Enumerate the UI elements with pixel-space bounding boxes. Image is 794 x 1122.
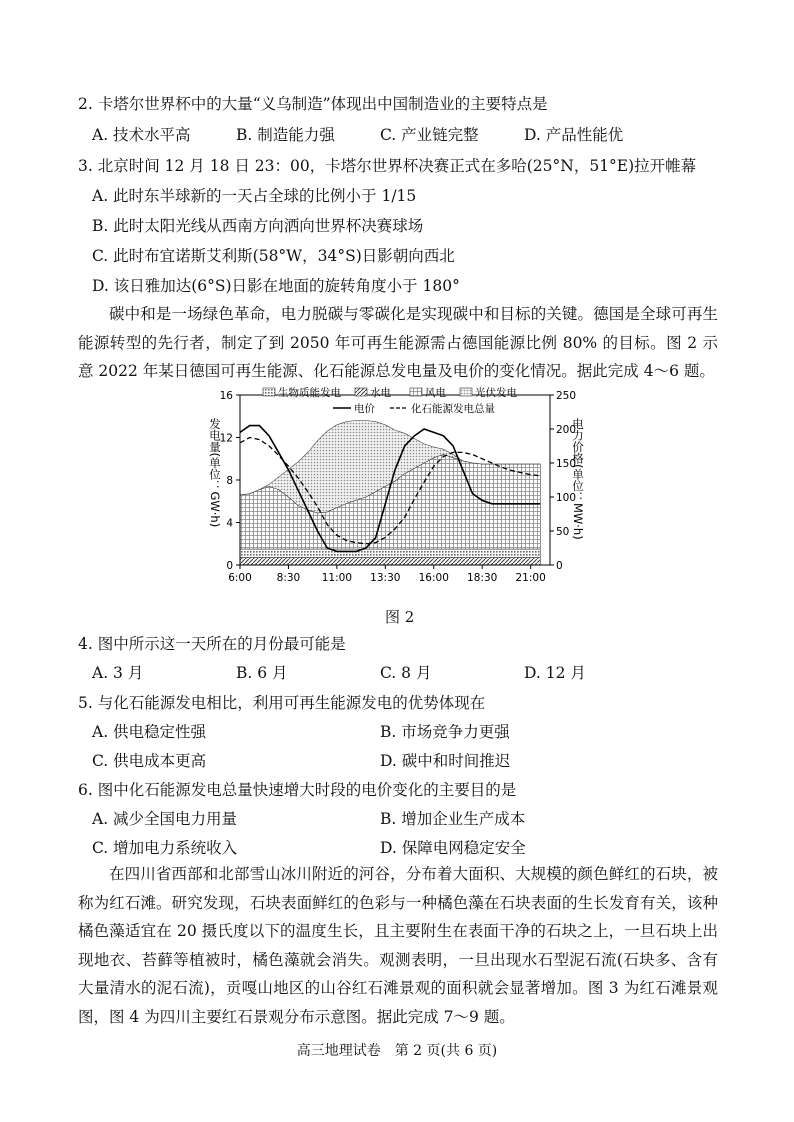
left-axis-label: 发电量(单位：GW·h) (208, 418, 222, 528)
x-tick-label: 18:30 (467, 572, 498, 584)
q3-stem: 3. 北京时间 12 月 18 日 23：00，卡塔尔世界杯决赛正式在多哈(25°N，51°E)拉开帷幕 (78, 157, 697, 175)
q4-option-d: D. 12 月 (524, 664, 586, 682)
q5-option-a: A. 供电稳定性强 (92, 723, 207, 741)
biomass-area (240, 549, 540, 558)
legend-swatch (263, 388, 275, 396)
q4-stem: 4. 图中所示这一天所在的月份最可能是 (78, 635, 346, 653)
q2-stem: 2. 卡塔尔世界杯中的大量“义乌制造”体现出中国制造业的主要特点是 (78, 95, 548, 113)
q5-option-d: D. 碳中和时间推迟 (380, 752, 511, 770)
q5-option-c: C. 供电成本更高 (92, 752, 207, 770)
right-tick-label: 250 (556, 390, 577, 402)
legend-label: 水电 (370, 387, 391, 399)
page-footer: 高三地理试卷 第 2 页(共 6 页) (296, 1043, 498, 1059)
legend-price-label: 电价 (354, 403, 375, 415)
q2-option-b: B. 制造能力强 (236, 126, 335, 144)
left-tick-label: 16 (219, 390, 233, 402)
q6-option-c: C. 增加电力系统收入 (92, 839, 238, 857)
legend-swatch (355, 388, 367, 396)
q3-option-c: C. 此时布宜诺斯艾利斯(58°W，34°S)日影朝向西北 (92, 247, 455, 265)
q5-stem: 5. 与化石能源发电相比，利用可再生能源发电的优势体现在 (78, 694, 486, 712)
q3-option-b: B. 此时太阳光线从西南方向洒向世界杯决赛球场 (92, 217, 424, 235)
figure-2-chart (205, 383, 585, 598)
left-tick-label: 4 (226, 517, 233, 530)
q2-option-a: A. 技术水平高 (92, 126, 191, 144)
figure-caption: 图 2 (385, 608, 415, 626)
q2-option-d: D. 产品性能优 (524, 126, 624, 144)
intro-paragraph-red-stone: 在四川省西部和北部雪山冰川附近的河谷，分布着大面积、大规模的颜色鲜红的石块，被称为红石滩。研究发现，石块表面鲜红的色彩与一种橘色藻在石块表面的生长发育有关，该种橘色藻适宜在 20 摄氏度以下的温度生长，且主要附生在表面干净的石块之上，一旦石块上出现地衣、苔藓等植被时，橘色藻就会消失。观测表明，一旦出现水石型泥石流(石块多、含有大量清水的泥石流)，贡嘎山地区的山谷红石滩景观的面积就会显著增加。图 3 为红石滩景观图，图 4 为四川主要红石景观分布示意图。据此完成 7～9 题。 (78, 865, 718, 1026)
q2-option-c: C. 产业链完整 (380, 126, 479, 144)
hydro-area (240, 558, 540, 565)
right-tick-label: 200 (556, 424, 577, 436)
x-tick-label: 13:30 (370, 572, 401, 584)
q4-option-a: A. 3 月 (92, 664, 144, 682)
x-tick-label: 6:00 (228, 572, 252, 584)
intro-paragraph-carbon: 碳中和是一场绿色革命，电力脱碳与零碳化是实现碳中和目标的关键。德国是全球可再生能源转型的先行者，制定了到 2050 年可再生能源需占德国能源比例 80% 的目标。图 2 示意 2022 年某日德国可再生能源、化石能源总发电量及电价的变化情况。据此完成 4～6 题。 (78, 305, 718, 380)
right-tick-label: 50 (556, 526, 570, 538)
left-tick-label: 12 (219, 432, 233, 445)
x-tick-label: 8:30 (276, 572, 301, 584)
right-axis-label: 电力价格(单位：MW·h) (571, 418, 585, 540)
x-tick-label: 21:00 (515, 572, 546, 584)
q6-stem: 6. 图中化石能源发电总量快速增大时段的电价变化的主要目的是 (78, 781, 517, 799)
q4-option-b: B. 6 月 (236, 664, 288, 682)
right-tick-label: 0 (556, 560, 563, 572)
legend-fossil-label: 化石能源发电总量 (411, 403, 495, 415)
legend-label: 风电 (425, 387, 446, 399)
left-tick-label: 0 (226, 560, 233, 572)
x-tick-label: 11:00 (321, 572, 353, 584)
legend-label: 光伏发电 (475, 387, 517, 399)
legend-swatch (410, 388, 422, 396)
x-tick-label: 16:00 (418, 572, 449, 584)
left-tick-label: 8 (226, 475, 233, 487)
q6-option-b: B. 增加企业生产成本 (380, 810, 526, 828)
q6-option-d: D. 保障电网稳定安全 (380, 839, 526, 857)
q3-option-d: D. 该日雅加达(6°S)日影在地面的旋转角度小于 180° (92, 277, 460, 295)
legend-label: 生物质能发电 (278, 387, 341, 399)
q4-option-c: C. 8 月 (380, 664, 432, 682)
legend-swatch (460, 388, 472, 396)
q3-option-a: A. 此时东半球新的一天占全球的比例小于 1/15 (92, 187, 417, 205)
q5-option-b: B. 市场竞争力更强 (380, 723, 510, 741)
right-tick-label: 150 (556, 458, 577, 470)
q6-option-a: A. 减少全国电力用量 (92, 810, 238, 828)
right-tick-label: 100 (556, 492, 577, 504)
